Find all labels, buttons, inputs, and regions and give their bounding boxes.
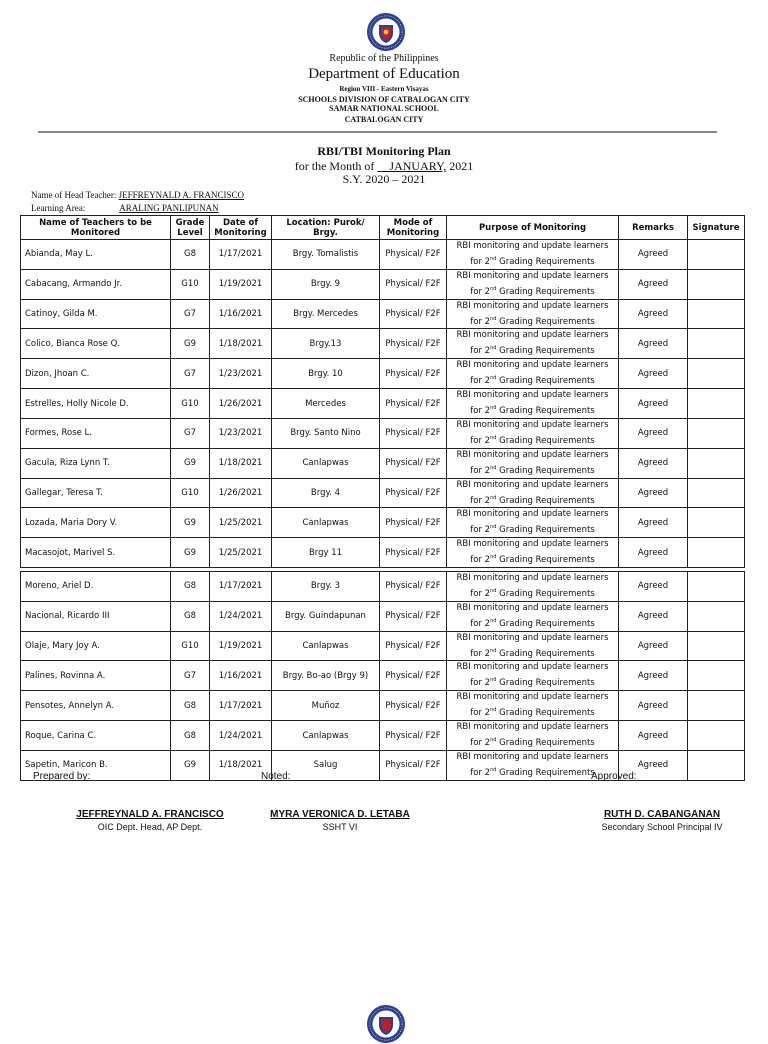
location-cell: Muñoz	[272, 691, 380, 721]
republic-line: Republic of the Philippines	[329, 53, 439, 64]
location-cell: Canlapwas	[272, 508, 380, 538]
header-purpose: Purpose of Monitoring	[447, 216, 619, 240]
purpose-line1: RBI monitoring and update learners	[456, 632, 609, 643]
table-row	[21, 538, 745, 568]
purpose-line2-post: Grading Requirements	[496, 286, 595, 297]
remarks-cell: Agreed	[619, 601, 688, 631]
monitoring-date-cell: 1/16/2021	[210, 299, 272, 329]
purpose-line2-pre: for 2	[470, 376, 491, 387]
purpose-sup: nd	[490, 285, 497, 292]
monitoring-date-cell: 1/23/2021	[210, 359, 272, 389]
purpose-line1: RBI monitoring and update learners	[456, 479, 609, 490]
purpose-line2-post: Grading Requirements	[496, 256, 595, 267]
grade-level-cell: G10	[171, 631, 210, 661]
teacher-name-cell: Sapetin, Maricon B.	[21, 750, 171, 780]
header-location: Location: Purok/ Brgy.	[272, 216, 380, 240]
purpose-line2-pre: for 2	[470, 588, 491, 599]
signature-cell[interactable]	[688, 508, 745, 538]
head-teacher-line	[31, 190, 244, 200]
monitoring-date-cell: 1/19/2021	[210, 269, 272, 299]
monitoring-table-page1	[20, 215, 745, 568]
grade-level-cell: G8	[171, 601, 210, 631]
purpose-sup: nd	[490, 766, 497, 773]
purpose-line2-post: Grading Requirements	[496, 435, 595, 446]
location-cell: Brgy. 3	[272, 572, 380, 602]
purpose-line2-post: Grading Requirements	[496, 678, 595, 689]
remarks-cell: Agreed	[619, 389, 688, 419]
purpose-line2-post: Grading Requirements	[496, 618, 595, 629]
location-cell: Brgy. Santo Nino	[272, 418, 380, 448]
purpose-line2-post: Grading Requirements	[496, 346, 595, 357]
purpose-line1: RBI monitoring and update learners	[456, 662, 609, 673]
purpose-sup: nd	[490, 464, 497, 471]
grade-level-cell: G10	[171, 269, 210, 299]
mode-cell: Physical/ F2F	[380, 269, 447, 299]
purpose-cell	[447, 631, 619, 661]
grade-level-cell: G9	[171, 329, 210, 359]
signature-cell[interactable]	[688, 631, 745, 661]
school-year: S.Y. 2020 – 2021	[342, 172, 426, 186]
monitoring-date-cell: 1/26/2021	[210, 478, 272, 508]
remarks-cell: Agreed	[619, 269, 688, 299]
purpose-sup: nd	[490, 315, 497, 322]
purpose-line2-post: Grading Requirements	[496, 588, 595, 599]
location-cell: Brgy. 4	[272, 478, 380, 508]
department-name: Department of Education	[308, 66, 460, 82]
month-value: __JANUARY,	[377, 159, 447, 173]
table-header-row	[21, 216, 745, 240]
purpose-line2-post: Grading Requirements	[496, 376, 595, 387]
purpose-line1: RBI monitoring and update learners	[456, 419, 609, 430]
remarks-cell: Agreed	[619, 418, 688, 448]
table-body-page2	[21, 572, 745, 781]
signature-cell[interactable]	[688, 389, 745, 419]
grade-level-cell: G7	[171, 359, 210, 389]
monitoring-date-cell: 1/24/2021	[210, 601, 272, 631]
table-row	[21, 661, 745, 691]
deped-seal-footer-icon	[366, 1004, 406, 1044]
purpose-sup: nd	[490, 494, 497, 501]
monitoring-date-cell: 1/26/2021	[210, 389, 272, 419]
mode-cell: Physical/ F2F	[380, 601, 447, 631]
purpose-cell	[447, 478, 619, 508]
monitoring-date-cell: 1/18/2021	[210, 329, 272, 359]
mode-cell: Physical/ F2F	[380, 721, 447, 751]
remarks-cell: Agreed	[619, 359, 688, 389]
teacher-name-cell: Pensotes, Annelyn A.	[21, 691, 171, 721]
signature-cell[interactable]	[688, 448, 745, 478]
header-teacher-name: Name of Teachers to be Monitored	[21, 216, 171, 240]
purpose-line1: RBI monitoring and update learners	[456, 692, 609, 703]
purpose-sup: nd	[490, 554, 497, 561]
monitoring-date-cell: 1/25/2021	[210, 508, 272, 538]
teacher-name-cell: Gacula, Riza Lynn T.	[21, 448, 171, 478]
purpose-line2-pre: for 2	[470, 708, 491, 719]
purpose-cell	[447, 329, 619, 359]
learning-area-line	[31, 203, 219, 213]
purpose-sup: nd	[490, 707, 497, 714]
signature-cell[interactable]	[688, 601, 745, 631]
header-mode: Mode of Monitoring	[380, 216, 447, 240]
grade-level-cell: G9	[171, 538, 210, 568]
remarks-cell: Agreed	[619, 329, 688, 359]
school-line: SAMAR NATIONAL SCHOOL	[329, 104, 439, 113]
purpose-line2-pre: for 2	[470, 405, 491, 416]
location-cell: Brgy.13	[272, 329, 380, 359]
purpose-line2-pre: for 2	[470, 525, 491, 536]
teacher-name-cell: Catinoy, Gilda M.	[21, 299, 171, 329]
remarks-cell: Agreed	[619, 299, 688, 329]
grade-level-cell: G7	[171, 661, 210, 691]
purpose-cell	[447, 269, 619, 299]
purpose-cell	[447, 661, 619, 691]
remarks-cell: Agreed	[619, 478, 688, 508]
grade-level-cell: G8	[171, 572, 210, 602]
signature-cell[interactable]	[688, 240, 745, 270]
table-row	[21, 508, 745, 538]
signature-cell[interactable]	[688, 478, 745, 508]
noted-by-name: MYRA VERONICA D. LETABA	[270, 809, 410, 820]
purpose-line2-pre: for 2	[470, 555, 491, 566]
header-divider	[38, 131, 717, 133]
signature-cell[interactable]	[688, 721, 745, 751]
purpose-line1: RBI monitoring and update learners	[456, 602, 609, 613]
purpose-cell	[447, 418, 619, 448]
table-row	[21, 389, 745, 419]
purpose-cell	[447, 448, 619, 478]
location-cell: Brgy. Guindapunan	[272, 601, 380, 631]
table-row	[21, 601, 745, 631]
monitoring-table-page2	[20, 571, 745, 781]
head-teacher-value: JEFFREYNALD A. FRANCISCO	[118, 190, 244, 200]
remarks-cell: Agreed	[619, 691, 688, 721]
purpose-sup: nd	[490, 524, 497, 531]
location-cell: Brgy. 10	[272, 359, 380, 389]
mode-cell: Physical/ F2F	[380, 508, 447, 538]
signature-cell[interactable]	[688, 750, 745, 780]
month-year: 2021	[446, 159, 474, 173]
purpose-sup: nd	[490, 737, 497, 744]
header-signature: Signature	[688, 216, 745, 240]
purpose-sup: nd	[490, 677, 497, 684]
noted-by-position: SSHT VI	[322, 822, 358, 832]
purpose-sup: nd	[490, 434, 497, 441]
purpose-line2-post: Grading Requirements	[496, 555, 595, 566]
purpose-sup: nd	[490, 588, 497, 594]
teacher-name-cell: Estrelles, Holly Nicole D.	[21, 389, 171, 419]
plan-title: RBI/TBI Monitoring Plan	[317, 144, 451, 158]
purpose-line2-post: Grading Requirements	[496, 737, 595, 748]
location-cell: Salug	[272, 750, 380, 780]
purpose-line2-pre: for 2	[470, 346, 491, 357]
learning-area-value: ARALING PANLIPUNAN	[119, 203, 219, 213]
purpose-line1: RBI monitoring and update learners	[456, 241, 609, 251]
grade-level-cell: G8	[171, 240, 210, 270]
purpose-line1: RBI monitoring and update learners	[456, 390, 609, 401]
mode-cell: Physical/ F2F	[380, 448, 447, 478]
remarks-cell: Agreed	[619, 721, 688, 751]
signature-cell[interactable]	[688, 691, 745, 721]
purpose-sup: nd	[490, 256, 497, 262]
monitoring-date-cell: 1/19/2021	[210, 631, 272, 661]
grade-level-cell: G9	[171, 508, 210, 538]
location-cell: Canlapwas	[272, 631, 380, 661]
teacher-name-cell: Palines, Rovinna A.	[21, 661, 171, 691]
purpose-sup: nd	[490, 375, 497, 382]
purpose-line2-pre: for 2	[470, 618, 491, 629]
city-line: CATBALOGAN CITY	[344, 115, 424, 124]
table-row	[21, 299, 745, 329]
mode-cell: Physical/ F2F	[380, 240, 447, 270]
remarks-cell: Agreed	[619, 661, 688, 691]
teacher-name-cell: Dizon, Jhoan C.	[21, 359, 171, 389]
teacher-name-cell: Colico, Bianca Rose Q.	[21, 329, 171, 359]
purpose-line2-post: Grading Requirements	[496, 708, 595, 719]
teacher-name-cell: Abianda, May L.	[21, 240, 171, 270]
mode-cell: Physical/ F2F	[380, 631, 447, 661]
purpose-line2-post: Grading Requirements	[496, 525, 595, 536]
signature-cell[interactable]	[688, 418, 745, 448]
location-cell: Brgy. 9	[272, 269, 380, 299]
head-teacher-label: Name of Head Teacher:	[31, 190, 119, 200]
purpose-line2-pre: for 2	[470, 495, 491, 506]
purpose-line2-post: Grading Requirements	[496, 495, 595, 506]
purpose-line2-pre: for 2	[470, 737, 491, 748]
table-row	[21, 240, 745, 270]
signature-cell[interactable]	[688, 359, 745, 389]
signature-cell[interactable]	[688, 661, 745, 691]
grade-level-cell: G9	[171, 448, 210, 478]
table-row	[21, 329, 745, 359]
purpose-line1: RBI monitoring and update learners	[456, 330, 609, 341]
remarks-cell: Agreed	[619, 240, 688, 270]
grade-level-cell: G8	[171, 691, 210, 721]
monitoring-date-cell: 1/25/2021	[210, 538, 272, 568]
purpose-cell	[447, 691, 619, 721]
purpose-cell	[447, 538, 619, 568]
purpose-line2-post: Grading Requirements	[496, 648, 595, 659]
purpose-sup: nd	[490, 617, 497, 624]
table-row	[21, 448, 745, 478]
prepared-by-label: Prepared by:	[33, 771, 91, 782]
table-row	[21, 478, 745, 508]
mode-cell: Physical/ F2F	[380, 359, 447, 389]
monitoring-date-cell: 1/17/2021	[210, 691, 272, 721]
mode-cell: Physical/ F2F	[380, 389, 447, 419]
remarks-cell: Agreed	[619, 508, 688, 538]
purpose-line2-pre: for 2	[470, 648, 491, 659]
signature-cell[interactable]	[688, 572, 745, 602]
mode-cell: Physical/ F2F	[380, 691, 447, 721]
header-date: Date of Monitoring	[210, 216, 272, 240]
monitoring-date-cell: 1/16/2021	[210, 661, 272, 691]
signature-cell[interactable]	[688, 269, 745, 299]
teacher-name-cell: Moreno, Ariel D.	[21, 572, 171, 602]
monitoring-date-cell: 1/23/2021	[210, 418, 272, 448]
mode-cell: Physical/ F2F	[380, 572, 447, 602]
table-row	[21, 269, 745, 299]
remarks-cell: Agreed	[619, 538, 688, 568]
purpose-line1: RBI monitoring and update learners	[456, 573, 609, 583]
purpose-cell	[447, 572, 619, 602]
approved-by-position: Secondary School Principal IV	[601, 822, 723, 832]
division-line: SCHOOLS DIVISION OF CATBALOGAN CITY	[298, 95, 470, 104]
header-remarks: Remarks	[619, 216, 688, 240]
mode-cell: Physical/ F2F	[380, 299, 447, 329]
purpose-line1: RBI monitoring and update learners	[456, 270, 609, 281]
teacher-name-cell: Cabacang, Armando Jr.	[21, 269, 171, 299]
purpose-sup: nd	[490, 647, 497, 654]
purpose-cell	[447, 389, 619, 419]
grade-level-cell: G9	[171, 750, 210, 780]
header-grade-level: Grade Level	[171, 216, 210, 240]
purpose-line1: RBI monitoring and update learners	[456, 751, 609, 762]
purpose-line2-pre: for 2	[470, 286, 491, 297]
purpose-cell	[447, 240, 619, 270]
grade-level-cell: G7	[171, 299, 210, 329]
purpose-line1: RBI monitoring and update learners	[456, 509, 609, 520]
prepared-by-position: OIC Dept. Head, AP Dept.	[97, 822, 203, 832]
monitoring-date-cell: 1/24/2021	[210, 721, 272, 751]
remarks-cell: Agreed	[619, 572, 688, 602]
location-cell: Canlapwas	[272, 448, 380, 478]
month-prefix: for the Month of	[294, 159, 378, 173]
learning-area-label: Learning Area:	[31, 203, 86, 213]
purpose-line2-pre: for 2	[470, 465, 491, 476]
purpose-sup: nd	[490, 345, 497, 352]
signature-cell[interactable]	[688, 299, 745, 329]
teacher-name-cell: Olaje, Mary Joy A.	[21, 631, 171, 661]
purpose-line2-pre: for 2	[470, 316, 491, 327]
table-row	[21, 721, 745, 751]
purpose-line1: RBI monitoring and update learners	[456, 449, 609, 460]
table-row	[21, 631, 745, 661]
location-cell: Mercedes	[272, 389, 380, 419]
location-cell: Canlapwas	[272, 721, 380, 751]
mode-cell: Physical/ F2F	[380, 750, 447, 780]
purpose-line2-post: Grading Requirements	[496, 465, 595, 476]
mode-cell: Physical/ F2F	[380, 418, 447, 448]
remarks-cell: Agreed	[619, 631, 688, 661]
grade-level-cell: G8	[171, 721, 210, 751]
mode-cell: Physical/ F2F	[380, 661, 447, 691]
teacher-name-cell: Gallegar, Teresa T.	[21, 478, 171, 508]
purpose-cell	[447, 359, 619, 389]
prepared-by-name: JEFFREYNALD A. FRANCISCO	[76, 809, 224, 820]
table-row	[21, 691, 745, 721]
purpose-line2-pre: for 2	[470, 678, 491, 689]
purpose-line1: RBI monitoring and update learners	[456, 360, 609, 371]
grade-level-cell: G10	[171, 389, 210, 419]
grade-level-cell: G10	[171, 478, 210, 508]
monitoring-date-cell: 1/18/2021	[210, 448, 272, 478]
purpose-line2-post: Grading Requirements	[496, 405, 595, 416]
grade-level-cell: G7	[171, 418, 210, 448]
monitoring-date-cell: 1/17/2021	[210, 572, 272, 602]
teacher-name-cell: Formes, Rose L.	[21, 418, 171, 448]
purpose-cell	[447, 299, 619, 329]
monitoring-date-cell: 1/17/2021	[210, 240, 272, 270]
signature-cell[interactable]	[688, 329, 745, 359]
noted-label: Noted:	[261, 771, 291, 782]
region-line: Region VIII - Eastern Visayas	[339, 85, 429, 93]
purpose-line1: RBI monitoring and update learners	[456, 722, 609, 733]
approved-by-name: RUTH D. CABANGANAN	[603, 809, 721, 820]
teacher-name-cell: Macasojot, Marivel S.	[21, 538, 171, 568]
location-cell: Brgy 11	[272, 538, 380, 568]
mode-cell: Physical/ F2F	[380, 329, 447, 359]
purpose-cell	[447, 601, 619, 631]
mode-cell: Physical/ F2F	[380, 538, 447, 568]
remarks-cell: Agreed	[619, 750, 688, 780]
purpose-line2-pre: for 2	[470, 767, 491, 778]
purpose-line2-pre: for 2	[470, 435, 491, 446]
teacher-name-cell: Roque, Carina C.	[21, 721, 171, 751]
table-row	[21, 418, 745, 448]
location-cell: Brgy. Bo-ao (Brgy 9)	[272, 661, 380, 691]
table-row	[21, 359, 745, 389]
purpose-sup: nd	[490, 405, 497, 412]
location-cell: Brgy. Mercedes	[272, 299, 380, 329]
signature-cell[interactable]	[688, 538, 745, 568]
teacher-name-cell: Nacional, Ricardo III	[21, 601, 171, 631]
purpose-cell	[447, 721, 619, 751]
remarks-cell: Agreed	[619, 448, 688, 478]
approved-label: Approved:	[591, 771, 637, 782]
purpose-cell	[447, 508, 619, 538]
purpose-line2-post: Grading Requirements	[496, 316, 595, 327]
mode-cell: Physical/ F2F	[380, 478, 447, 508]
purpose-line1: RBI monitoring and update learners	[456, 539, 609, 550]
purpose-line2-post: Grading Requirements	[496, 767, 595, 778]
table-row	[21, 572, 745, 602]
purpose-line1: RBI monitoring and update learners	[456, 300, 609, 311]
teacher-name-cell: Lozada, Maria Dory V.	[21, 508, 171, 538]
monitoring-date-cell: 1/18/2021	[210, 750, 272, 780]
location-cell: Brgy. Tomalistis	[272, 240, 380, 270]
purpose-line2-pre: for 2	[470, 256, 491, 267]
deped-seal-icon	[366, 12, 406, 52]
table-body-page1	[21, 240, 745, 568]
